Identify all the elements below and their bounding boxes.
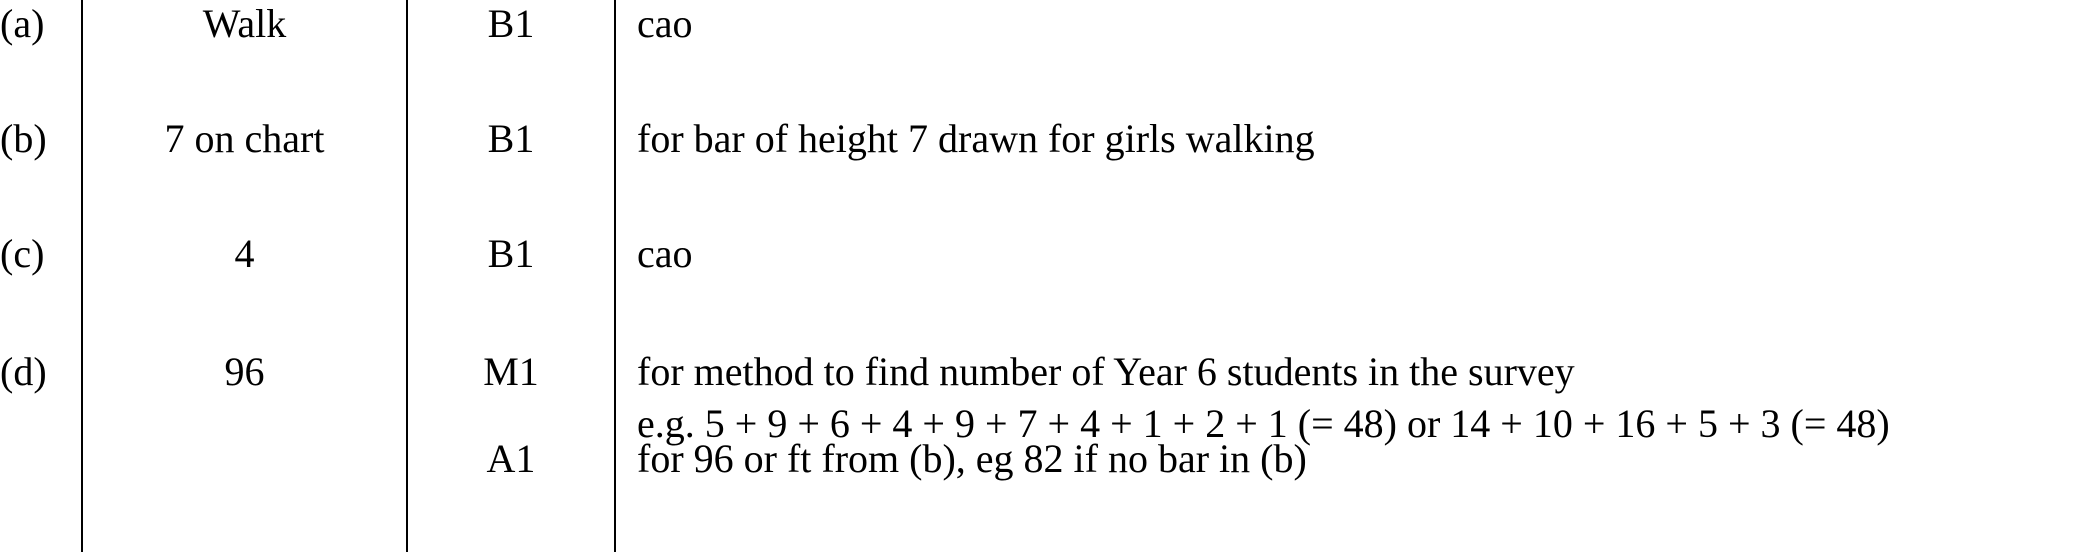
mark-code-b: B1 [487,116,535,161]
guidance-a: cao [637,1,693,46]
answer-b: 7 on chart [164,116,325,161]
part-label-a: (a) [0,1,45,46]
column-divider-part [81,0,83,552]
guidance-d-method: for method to find number of Year 6 students in the survey [637,349,1575,394]
column-divider-mark [614,0,616,552]
part-label-d: (d) [0,349,47,394]
answer-c: 4 [234,231,255,276]
mark-code-d-accuracy: A1 [486,436,536,481]
guidance-d-example: e.g. 5 + 9 + 6 + 4 + 9 + 7 + 4 + 1 + 2 + 1 (= 48) or 14 + 10 + 16 + 5 + 3 (= 48) [637,401,1890,446]
guidance-c: cao [637,231,693,276]
answer-a: Walk [202,1,287,46]
guidance-b: for bar of height 7 drawn for girls walking [637,116,1315,161]
guidance-d-accuracy: for 96 or ft from (b), eg 82 if no bar in (b) [637,436,1307,481]
mark-code-c: B1 [487,231,535,276]
mark-code-d-method: M1 [483,349,539,394]
part-label-c: (c) [0,231,45,276]
part-label-b: (b) [0,116,47,161]
mark-code-a: B1 [487,1,535,46]
answer-d: 96 [224,349,265,394]
